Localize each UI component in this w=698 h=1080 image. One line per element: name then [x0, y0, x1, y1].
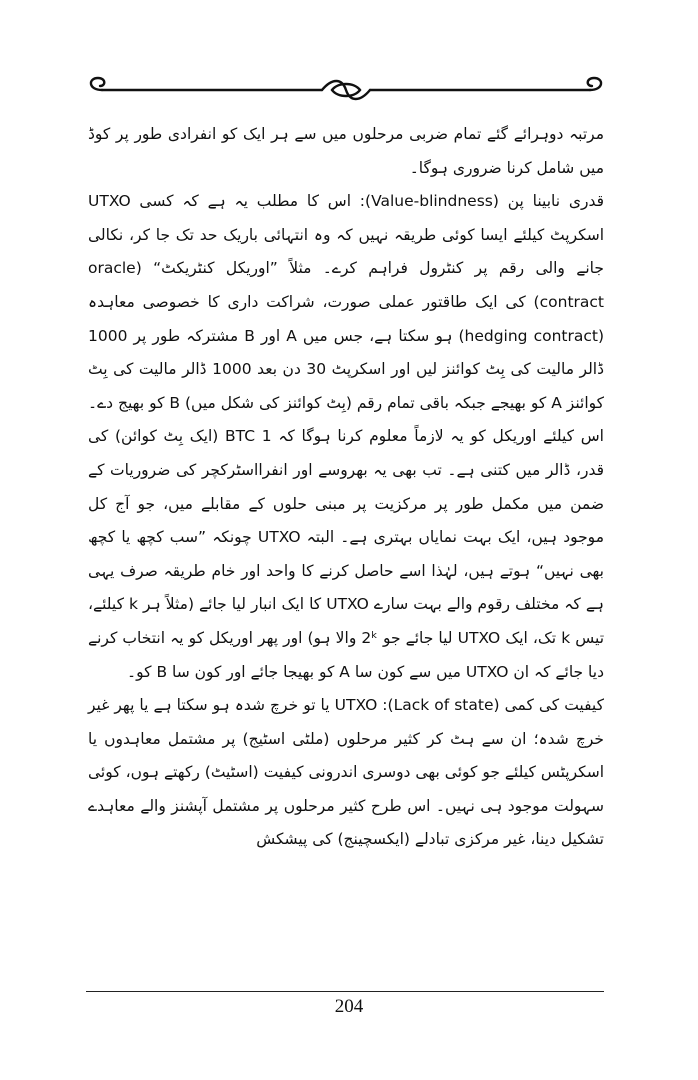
header-ornament — [86, 70, 606, 110]
paragraph-3: کیفیت کی کمی (Lack of state): UTXO یا تو خرچ شدہ ہو سکتا ہے یا پھر غیر خرچ شدہ؛ ان سے ہٹ کر کثیر مرحلوں (ملٹی اسٹیج) پر مشتمل معاہدوں یا اسکرپٹس کیلئے جو کوئی بھی دوسری اندرونی کیفیت (اسٹیٹ) رکھتے ہوں، کوئی سہولت موجود ہی نہیں۔ اس طرح کثیر مرحلوں پر مشتمل آپشنز والے معاہدے تشکیل دینا، غیر مرکزی تبادلے (ایکسچینج) کی پیشکش — [88, 696, 604, 849]
footer-rule — [86, 991, 604, 992]
page-body — [88, 118, 604, 857]
paragraph-1: مرتبہ دوہرائے گئے تمام ضربی مرحلوں میں سے ہر ایک کو انفرادی طور پر کوڈ میں شامل کرنا ضروری ہوگا۔ — [88, 125, 604, 177]
paragraph-2: قدری نابینا پن (Value-blindness): اس کا مطلب یہ ہے کہ کسی UTXO اسکرپٹ کیلئے ایسا کوئی طریقہ نہیں کہ وہ انتہائی باریک حد تک جا کر، نکالی جانے والی رقم پر کنٹرول فراہم کرے۔ مثلاً ”اوریکل کنٹریکٹ“ (oracle contract) کی ایک طاقتور عملی صورت، شراکت داری کا خصوصی معاہدہ (hedging contract) ہو سکتا ہے، جس میں A اور B مشترکہ طور پر 1000 ڈالر مالیت کی بِٹ کوائنز لیں اور اسکرپٹ 30 دن بعد 1000 ڈالر مالیت کی بِٹ کوائنز A کو بھیجے جبکہ باقی تمام رقم (بِٹ کوائنز کی شکل میں) B کو بھیج دے۔ اس کیلئے اوریکل کو یہ لازماً معلوم کرنا ہوگا کہ 1 BTC (ایک بِٹ کوائن) کی قدر، ڈالر میں کتنی ہے۔ تب بھی یہ بھروسے اور انفرااسٹرکچر کی ضروریات کے ضمن میں مکمل طور پر مرکزیت پر مبنی حلوں کے مقابلے میں، جو آج کل موجود ہیں، ایک بہت نمایاں بہتری ہے۔ البتہ UTXO چونکہ ”سب کچھ یا کچھ بھی نہیں“ ہوتے ہیں، لہٰذا اسے حاصل کرنے کا واحد اور خام طریقہ صرف یہی ہے کہ مختلف رقوم والے بہت سارے UTXO کا ایک انبار لیا جائے (مثلاً ہر k کیلئے، تیس k تک، ایک UTXO لیا جائے جو 2ᵏ والا ہو) اور پھر اوریکل کو یہ انتخاب کرنے دیا جائے کہ ان UTXO میں سے کون سا A کو بھیجا جائے اور کون سا B کو۔ — [88, 192, 605, 681]
page-number: 204 — [334, 996, 364, 1017]
